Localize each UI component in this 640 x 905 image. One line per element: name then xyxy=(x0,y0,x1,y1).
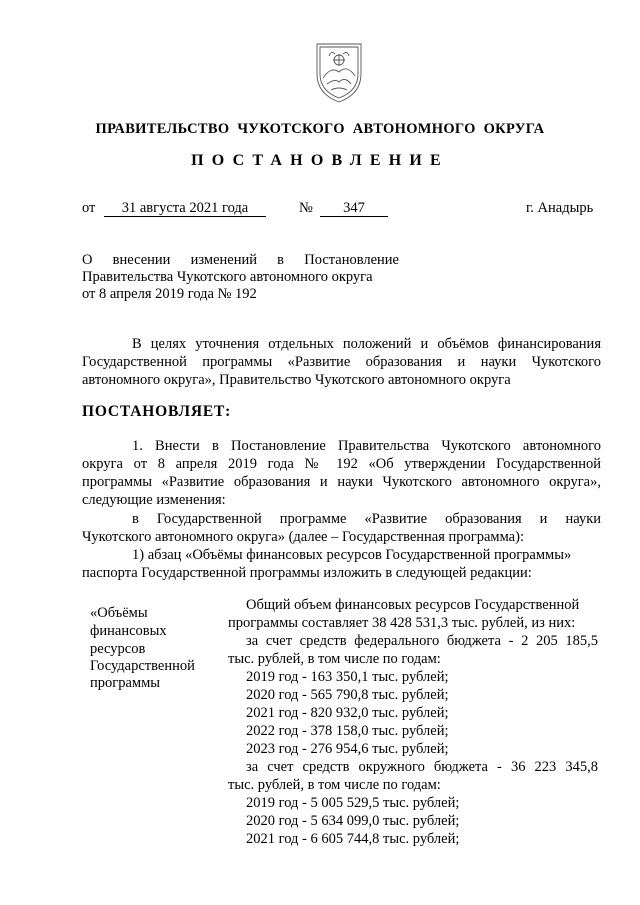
body-line: Чукотского автономного округа» (далее – Государственная программа): xyxy=(82,529,524,545)
preamble-line: Государственной программы «Развитие образования и науки Чукотского xyxy=(82,354,601,370)
table-left-line: Государственной xyxy=(90,658,195,674)
decree-number: 347 xyxy=(320,201,388,217)
table-right-line: программы составляет 38 428 531,3 тыс. рублей, из них: xyxy=(228,615,576,631)
table-left-line: «Объёмы xyxy=(90,605,148,621)
body-line: паспорта Государственной программы изложить в следующей редакции: xyxy=(82,565,532,581)
resolves-heading: ПОСТАНОВЛЯЕТ: xyxy=(82,403,232,420)
city: г. Анадырь xyxy=(526,200,594,216)
table-left-line: программы xyxy=(90,675,160,691)
table-right-line: 2021 год - 820 932,0 тыс. рублей; xyxy=(246,705,449,721)
table-left-line: финансовых xyxy=(90,623,167,639)
decree-number-field xyxy=(320,200,388,217)
body-line: округа от 8 апреля 2019 года № 192 «Об утверждении Государственной xyxy=(82,456,601,472)
decree-date-field xyxy=(104,200,266,217)
preamble-line: В целях уточнения отдельных положений и объёмов финансирования xyxy=(132,336,601,352)
body-line: в Государственной программе «Развитие образования и науки xyxy=(132,511,601,527)
subject-line: от 8 апреля 2019 года № 192 xyxy=(82,286,257,302)
body-line: 1. Внести в Постановление Правительства Чукотского автономного xyxy=(132,438,601,454)
table-right-line: за счет средств федерального бюджета - 2 205 185,5 xyxy=(246,633,598,649)
subject-line: Правительства Чукотского автономного округа xyxy=(82,269,373,285)
coat-of-arms-icon xyxy=(309,36,369,106)
table-right-line: за счет средств окружного бюджета - 36 223 345,8 xyxy=(246,759,598,775)
body-line: 1) абзац «Объёмы финансовых ресурсов Государственной программы» xyxy=(132,547,572,563)
number-label: № xyxy=(299,200,313,216)
preamble-line: автономного округа», Правительство Чукотского автономного округа xyxy=(82,372,511,388)
decree-title: ПОСТАНОВЛЕНИЕ xyxy=(191,152,449,169)
decree-date: 31 августа 2021 года xyxy=(104,201,266,217)
table-right-line: 2021 год - 6 605 744,8 тыс. рублей; xyxy=(246,831,460,847)
table-left-line: ресурсов xyxy=(90,641,146,657)
government-name: ПРАВИТЕЛЬСТВО ЧУКОТСКОГО АВТОНОМНОГО ОКРУГА xyxy=(95,121,545,137)
table-right-line: 2019 год - 5 005 529,5 тыс. рублей; xyxy=(246,795,460,811)
subject-line: О внесении изменений в Постановление xyxy=(82,252,399,268)
table-right-line: 2020 год - 565 790,8 тыс. рублей; xyxy=(246,687,449,703)
date-line-from: от xyxy=(82,200,96,216)
table-right-line: Общий объем финансовых ресурсов Государственной xyxy=(246,597,580,613)
table-right-line: 2022 год - 378 158,0 тыс. рублей; xyxy=(246,723,449,739)
table-right-line: тыс. рублей, в том числе по годам: xyxy=(228,651,441,667)
body-line: следующие изменения: xyxy=(82,492,226,508)
body-line: программы «Развитие образования и науки Чукотского автономного округа», xyxy=(82,474,601,490)
table-right-line: 2019 год - 163 350,1 тыс. рублей; xyxy=(246,669,449,685)
table-right-line: 2020 год - 5 634 099,0 тыс. рублей; xyxy=(246,813,460,829)
table-right-line: 2023 год - 276 954,6 тыс. рублей; xyxy=(246,741,449,757)
table-right-line: тыс. рублей, в том числе по годам: xyxy=(228,777,441,793)
